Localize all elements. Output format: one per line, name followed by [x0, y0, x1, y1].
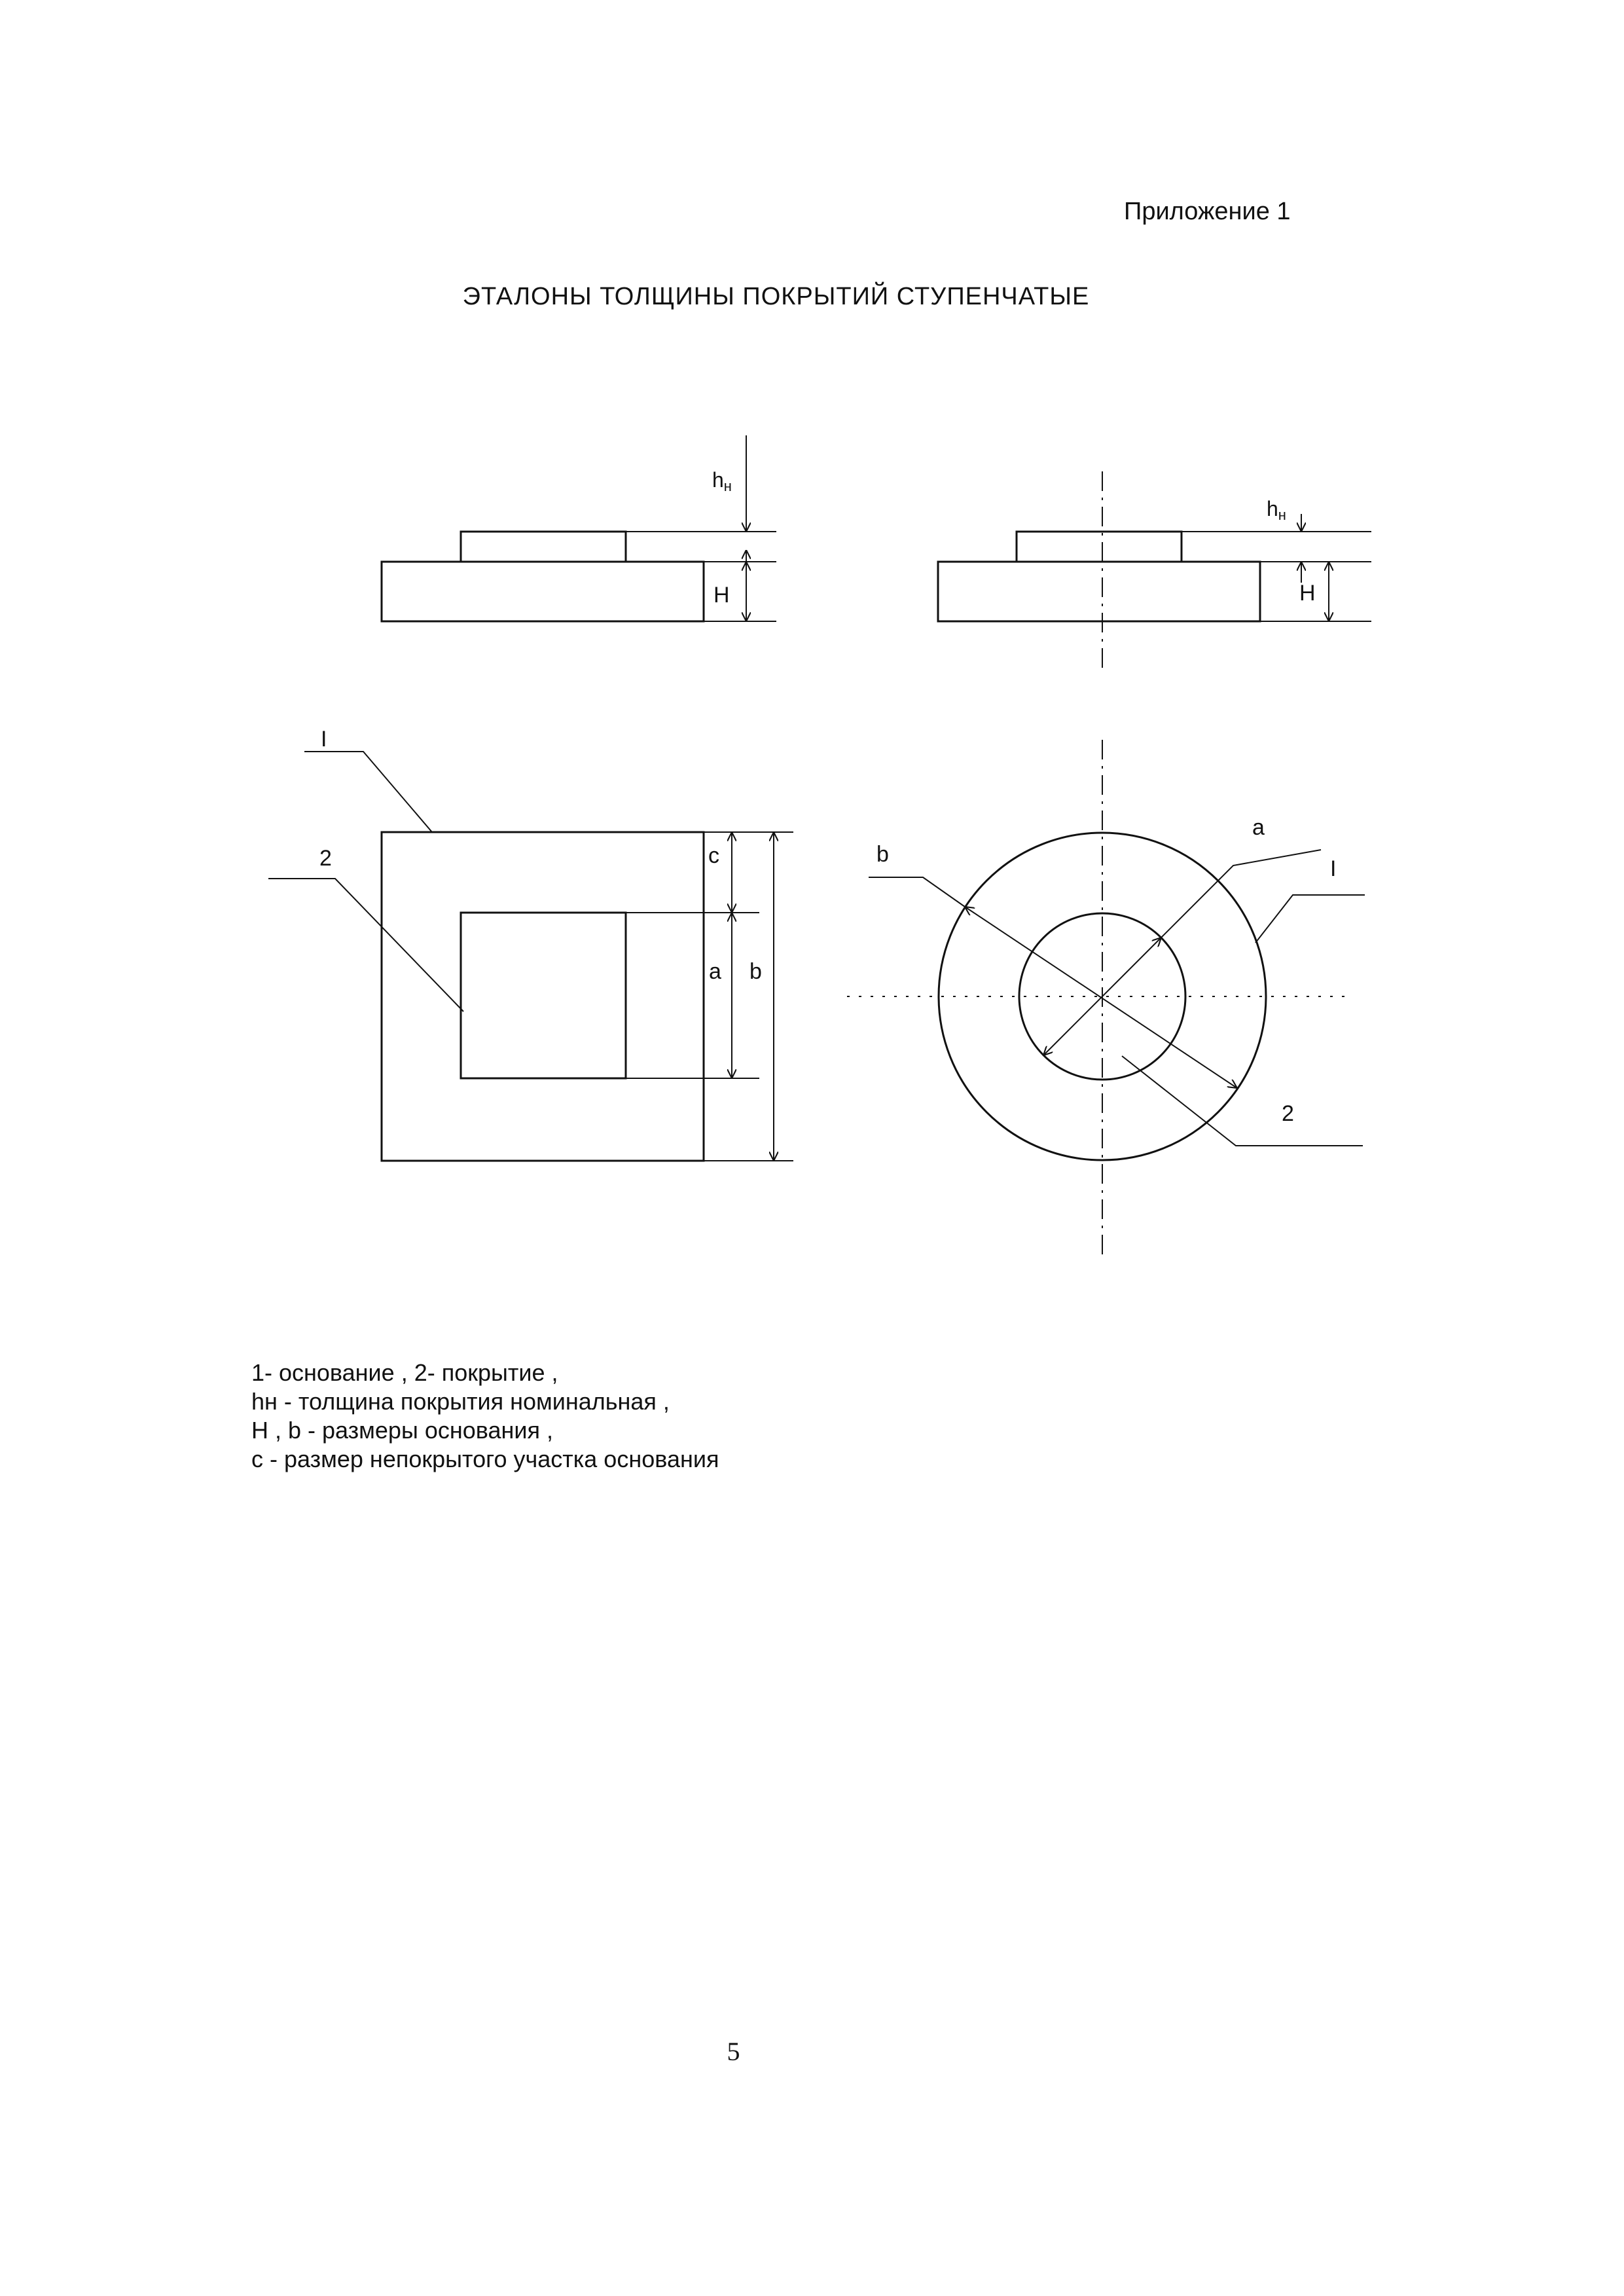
label-a-right: a — [1252, 815, 1265, 840]
label-H-left: H — [713, 583, 730, 608]
label-b-left: b — [749, 959, 762, 984]
legend-line-3: H , b - размеры основания , — [251, 1417, 553, 1444]
page-number: 5 — [727, 2037, 740, 2066]
legend-line-1: 1- основание , 2- покрытие , — [251, 1359, 558, 1386]
label-h-nom-left: hн — [712, 468, 732, 494]
label-a-left: a — [709, 959, 721, 984]
plan-view-round — [847, 740, 1365, 1257]
plan-view-square — [268, 752, 793, 1161]
label-H-right: H — [1299, 581, 1316, 606]
label-b-right: b — [876, 842, 889, 867]
label-h-nom-right: hн — [1267, 497, 1286, 523]
appendix-label: Приложение 1 — [1124, 198, 1291, 225]
legend-line-2: hн - толщина покрытия номинальная , — [251, 1388, 670, 1415]
label-part2-left: 2 — [319, 846, 332, 871]
label-c: c — [708, 843, 719, 868]
side-view-round — [938, 471, 1371, 674]
label-part2-right: 2 — [1282, 1101, 1294, 1126]
legend — [251, 1358, 719, 1474]
legend-line-4: c - размер непокрытого участка основания — [251, 1446, 719, 1472]
label-part1-right: I — [1330, 856, 1337, 881]
label-part1-left: I — [321, 727, 327, 752]
page-title: ЭТАЛОНЫ ТОЛЩИНЫ ПОКРЫТИЙ СТУПЕНЧАТЫЕ — [462, 283, 1090, 310]
